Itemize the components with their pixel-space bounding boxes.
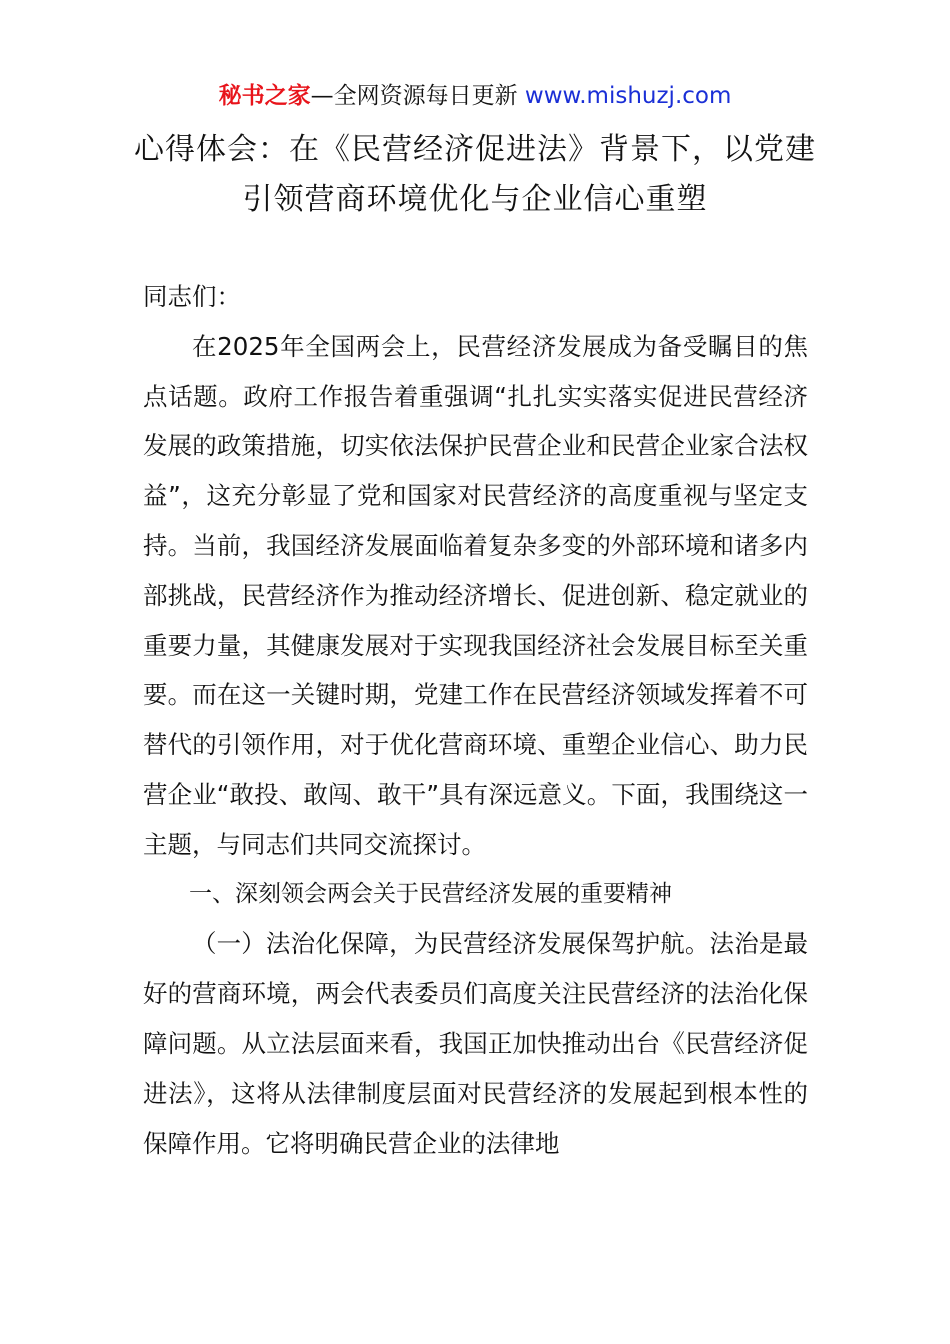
banner-brand: 秘书之家 <box>218 83 311 109</box>
banner-url-link[interactable]: www.mishuzj.com <box>524 83 732 109</box>
paragraph-legal-guarantee: （一）法治化保障，为民营经济发展保驾护航。法治是最好的营商环境，两会代表委员们高度关注民营经济的法治化保障问题。从立法层面来看，我国正加快推动出台《民营经济促进法》，这将从法律制度层面对民营经济的发展起到根本性的保障作用。它将明确民营企业的法律地 <box>143 929 808 1158</box>
document-body <box>143 272 808 1168</box>
document-title: 心得体会：在《民营经济促进法》背景下，以党建引领营商环境优化与企业信心重塑 <box>134 132 816 217</box>
paragraph-intro: 在2025年全国两会上，民营经济发展成为备受瞩目的焦点话题。政府工作报告着重强调“扎扎实实落实促进民营经济发展的政策措施，切实依法保护民营企业和民营企业家合法权益”，这充分彰显了党和国家对民营经济的高度重视与坚定支持。当前，我国经济发展面临着复杂多变的外部环境和诸多内部挑战，民营经济作为推动经济增长、促进创新、稳定就业的重要力量，其健康发展对于实现我国经济社会发展目标至关重要。而在这一关键时期，党建工作在民营经济领域发挥着不可替代的引领作用，对于优化营商环境、重塑企业信心、助力民营企业“敢投、敢闯、敢干”具有深远意义。下面，我围绕这一主题，与同志们共同交流探讨。 <box>143 331 808 859</box>
salutation: 同志们： <box>143 282 241 311</box>
banner-slogan: —全网资源每日更新 <box>310 83 525 109</box>
site-banner <box>0 80 950 112</box>
section-heading-1: 一、深刻领会两会关于民营经济发展的重要精神 <box>189 880 672 907</box>
